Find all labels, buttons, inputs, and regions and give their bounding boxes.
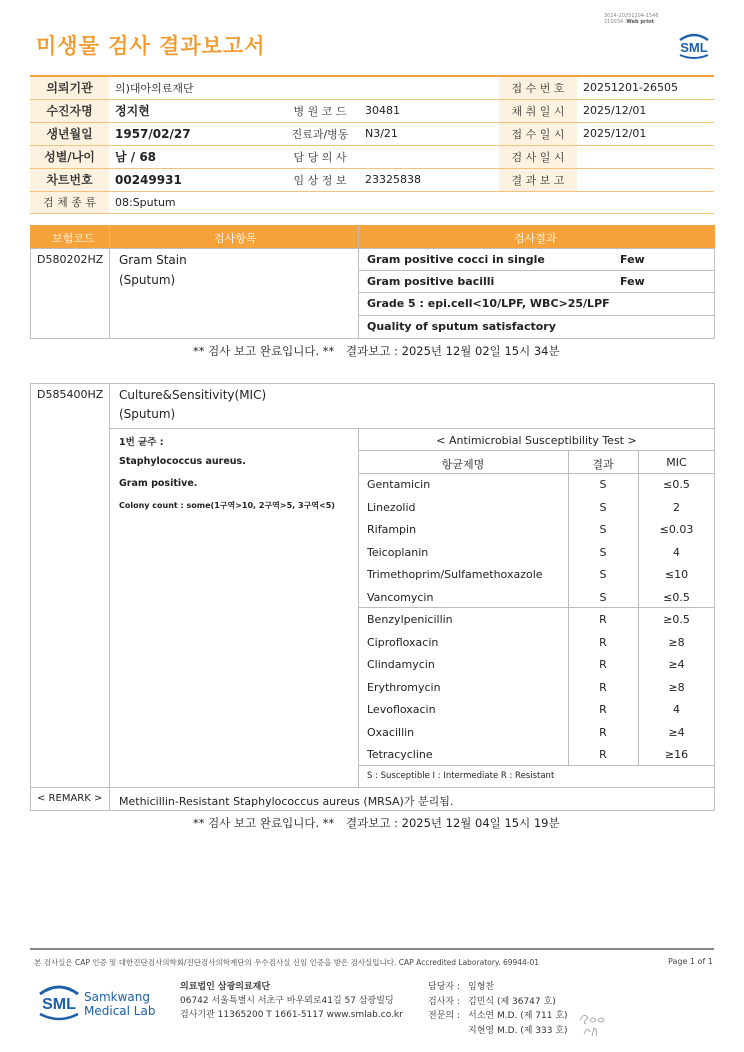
ast-drug-name: Rifampin [367, 523, 417, 536]
ast-drug-mic: 4 [673, 703, 680, 716]
corp-address: 06742 서울특별시 서초구 바우뫼로41길 57 삼광빌딩 [180, 996, 394, 1006]
footer-corporation [180, 980, 403, 1022]
value-test-date [577, 145, 714, 168]
ast-drug-mic: ≥8 [668, 636, 685, 649]
ast-drug-mic: ≤0.5 [663, 591, 690, 604]
ast-drug-result: R [599, 703, 607, 716]
remark-label: < REMARK > [37, 793, 103, 804]
ast-drug-name: Teicoplanin [367, 546, 429, 559]
ast-drug-result: S [599, 591, 607, 604]
patient-info-table [30, 75, 714, 214]
staff-role: 검사자 : [428, 996, 460, 1007]
ast-drug-result: S [599, 501, 607, 514]
signature-image [578, 1010, 608, 1040]
gram-complete-note: ** 검사 보고 완료입니다. ** [193, 344, 335, 358]
gram-result-text: Grade 5 : epi.cell<10/LPF, WBC>25/LPF [367, 297, 610, 310]
label-birth-date: 생년월일 [30, 122, 109, 145]
patient-row [30, 122, 714, 145]
web-print-label: Web print [626, 19, 655, 25]
organism-gram: Gram positive. [119, 478, 198, 489]
gram-report-time: 결과보고 : 2025년 12월 02일 15시 34분 [346, 344, 560, 358]
value-specimen-type: 08:Sputum [109, 191, 714, 213]
label-sex-age: 성별/나이 [30, 145, 109, 168]
label-report-date: 결 과 보 고 [499, 168, 577, 191]
label-received-date: 접 수 일 시 [499, 122, 577, 145]
ast-drug-mic: ≤10 [664, 568, 689, 581]
document-code-line2: 210034 [604, 19, 624, 25]
ast-drug-name: Erythromycin [367, 681, 441, 694]
label-test-date: 검 사 일 시 [499, 145, 577, 168]
footer-staff [428, 980, 568, 1038]
page-number: Page 1 of 1 [668, 957, 713, 966]
culture-test-name: Culture&Sensitivity(MIC) [119, 388, 267, 402]
gram-result-text: Gram positive bacilli [367, 275, 495, 288]
ast-drug-name: Oxacillin [367, 726, 415, 739]
ast-drug-result: S [599, 568, 607, 581]
ast-drug-mic: 2 [673, 501, 680, 514]
col-result: 결과 [592, 458, 614, 471]
colony-count: Colony count : some(1구역>10, 2구역>5, 3구역<5) [119, 501, 335, 510]
staff-name: 지현영 M.D. (제 333 호) [468, 1025, 568, 1036]
ast-drug-name: Levofloxacin [367, 703, 436, 716]
header-test-result: 검사결과 [514, 232, 557, 245]
label-chart-no: 차트번호 [30, 168, 109, 191]
label-patient-name: 수진자명 [30, 99, 109, 122]
gram-result-text: Quality of sputum satisfactory [367, 320, 556, 333]
staff-role: 담당자 : [428, 982, 460, 992]
value-received-date: 2025/12/01 [577, 122, 714, 145]
ast-drug-name: Linezolid [367, 501, 416, 514]
ast-title: < Antimicrobial Susceptibility Test > [436, 434, 637, 447]
sml-logo [674, 28, 714, 62]
strain-number: 1번 균주 : [119, 437, 164, 448]
ast-drug-name: Ciprofloxacin [367, 636, 439, 649]
culture-specimen: (Sputum) [119, 407, 176, 421]
gram-result-amount: Few [620, 275, 645, 288]
document-code [604, 13, 659, 25]
ast-drug-mic: ≥8 [668, 681, 685, 694]
ast-drug-name: Clindamycin [367, 658, 435, 671]
value-hospital-code: 30481 [359, 99, 499, 122]
document-code-line1: 3014-20251204-1546 [604, 13, 659, 19]
header-test-item: 검사항목 [214, 232, 257, 245]
brand-line2: Medical Lab [84, 1004, 156, 1018]
patient-row [30, 191, 714, 213]
label-collection-date: 채 취 일 시 [499, 99, 577, 122]
value-accession-no: 20251201-26505 [577, 76, 714, 99]
ast-drug-mic: ≤0.03 [659, 523, 694, 536]
value-sex-age: 남 / 68 [109, 145, 281, 168]
patient-row [30, 76, 714, 99]
value-report-date [577, 168, 714, 191]
ast-drug-result: R [599, 681, 607, 694]
ast-drug-mic: ≤0.5 [663, 478, 690, 491]
value-birth-date: 1957/02/27 [109, 122, 281, 145]
ast-legend: S : Susceptible I : Intermediate R : Resistant [367, 771, 555, 781]
gram-test-name: Gram Stain [119, 253, 187, 267]
value-chart-no: 00249931 [109, 168, 281, 191]
value-patient-name: 정지현 [109, 99, 281, 122]
ast-drug-result: S [599, 478, 607, 491]
corp-name: 의료법인 삼광의료재단 [180, 982, 271, 992]
footer-brand [84, 990, 155, 1018]
ast-drug-name: Trimethoprim/Sulfamethoxazole [367, 568, 543, 581]
value-requesting-org: 의)대아의료재단 [109, 76, 499, 99]
value-department: N3/21 [359, 122, 499, 145]
value-clinical-info: 23325838 [359, 168, 499, 191]
patient-row [30, 168, 714, 191]
label-doctor: 담 당 의 사 [281, 145, 359, 168]
ast-drug-result: R [599, 748, 607, 761]
col-mic: MIC [666, 456, 687, 469]
value-doctor [359, 145, 499, 168]
ast-drug-name: Vancomycin [367, 591, 434, 604]
footer-divider [30, 948, 714, 950]
ast-drug-mic: ≥4 [668, 658, 685, 671]
label-hospital-code: 병 원 코 드 [281, 99, 359, 122]
accreditation-note: 본 검사실은 CAP 인증 및 대한진단검사의학회/진단검사의학재단의 우수검사실 신임 인증을 받은 검사실입니다. CAP Accredited Laboratory. 69944-01 [34, 958, 540, 967]
organism-name: Staphylococcus aureus. [119, 456, 246, 467]
ast-drug-result: S [599, 523, 607, 536]
label-specimen-type: 검 체 종 류 [30, 191, 109, 213]
label-department: 진료과/병동 [281, 122, 359, 145]
ast-drug-name: Benzylpenicillin [367, 613, 453, 626]
ast-drug-mic: ≥16 [664, 748, 689, 761]
gram-result-text: Gram positive cocci in single [367, 253, 545, 266]
value-collection-date: 2025/12/01 [577, 99, 714, 122]
col-drug-name: 항균제명 [441, 458, 485, 471]
gram-specimen: (Sputum) [119, 273, 176, 287]
corp-contact: 검사기관 11365200 T 1661-5117 www.smlab.co.kr [180, 1010, 403, 1020]
ast-drug-mic: ≥0.5 [663, 613, 690, 626]
gram-result-amount: Few [620, 253, 645, 266]
header-insurance-code: 보험코드 [52, 232, 95, 245]
svg-text:SML: SML [42, 996, 76, 1013]
ast-drug-name: Gentamicin [367, 478, 431, 491]
culture-report-time: 결과보고 : 2025년 12월 04일 15시 19분 [346, 816, 560, 830]
report-title: 미생물 검사 결과보고서 [36, 34, 266, 58]
results-header [30, 225, 715, 248]
label-clinical-info: 임 상 정 보 [281, 168, 359, 191]
ast-drug-mic: 4 [673, 546, 680, 559]
patient-row [30, 145, 714, 168]
ast-drug-result: S [599, 546, 607, 559]
ast-drug-result: R [599, 658, 607, 671]
ast-drug-name: Tetracycline [367, 748, 433, 761]
label-accession-no: 접 수 번 호 [499, 76, 577, 99]
staff-name: 서소연 M.D. (제 711 호) [468, 1011, 568, 1021]
staff-name: 김민식 (제 36747 호) [468, 996, 556, 1007]
culture-insurance-code: D585400HZ [37, 388, 104, 401]
ast-drug-result: R [599, 613, 607, 626]
culture-complete-note: ** 검사 보고 완료입니다. ** [193, 816, 335, 830]
staff-name: 임형찬 [468, 982, 495, 992]
label-requesting-org: 의뢰기관 [30, 76, 109, 99]
patient-row [30, 99, 714, 122]
sml-footer-logo [36, 980, 82, 1026]
remark-text: Methicillin-Resistant Staphylococcus aureus (MRSA)가 분리됨. [119, 795, 454, 808]
ast-drug-result: R [599, 636, 607, 649]
gram-insurance-code: D580202HZ [37, 253, 104, 266]
ast-drug-mic: ≥4 [668, 726, 685, 739]
staff-role: 전문의 : [428, 1011, 460, 1021]
svg-text:SML: SML [680, 40, 708, 55]
ast-drug-result: R [599, 726, 607, 739]
brand-line1: Samkwang [84, 990, 150, 1004]
